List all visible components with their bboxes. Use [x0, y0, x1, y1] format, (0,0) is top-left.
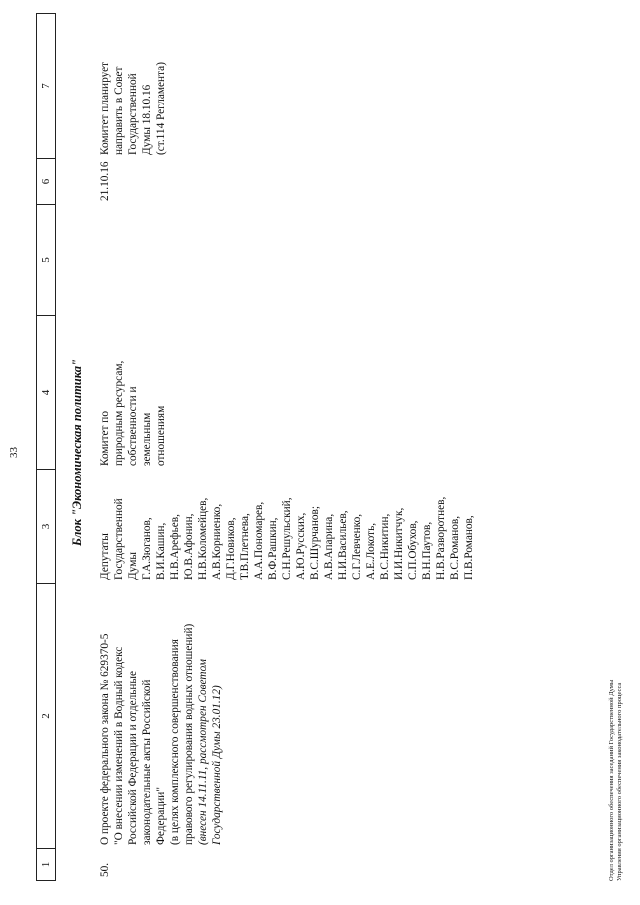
author-line: Государственной: [113, 498, 125, 580]
author-line: А.В.Апарина,: [323, 513, 335, 580]
author-line: С.Н.Решульский,: [281, 497, 293, 580]
author-line: Н.В.Арефьев,: [169, 514, 181, 580]
committee-line: собственности и: [127, 386, 139, 466]
block-title: Блок "Экономическая политика": [70, 359, 84, 546]
author-line: С.Г.Левченко,: [351, 513, 363, 580]
author-line: Депутаты: [99, 533, 111, 580]
author-line: Д.Г.Новиков,: [225, 517, 237, 580]
bill-title-line: "О внесении изменений в Водный кодекс: [113, 646, 125, 845]
date-cell: 21.10.16: [99, 161, 111, 201]
author-line: А.Е.Локоть,: [365, 522, 377, 580]
footer-line: Управления организационного обеспечения законодательного процесса: [616, 682, 623, 881]
column-5-cell: [98, 205, 476, 316]
bill-title: [98, 584, 476, 849]
author-line: В.Ф.Рашкин,: [267, 517, 279, 580]
bill-status-line: Государственной Думы 23.01.12): [211, 685, 223, 845]
author-line: С.П.Обухов,: [407, 520, 419, 580]
committee-line: природным ресурсам,: [113, 360, 125, 466]
column-header-2: 2: [37, 583, 55, 848]
author-line: В.И.Кашин,: [155, 522, 167, 580]
bill-status-line: (внесен 14.11.11, рассмотрен Советом: [197, 658, 209, 845]
column-header-3: 3: [37, 469, 55, 583]
note-cell: [98, 13, 476, 159]
author-line: А.А.Пономарев,: [253, 501, 265, 580]
note-line: Государственной: [127, 73, 139, 155]
author-line: В.С.Шурчанов;: [309, 506, 321, 580]
note-line: Комитет планирует: [99, 61, 111, 155]
author-line: Н.И.Васильев,: [337, 510, 349, 580]
responsible-committee: [98, 316, 476, 470]
table-row: [98, 13, 476, 881]
bill-title-line: законодательные акты Российской: [141, 679, 153, 845]
author-line: А.Ю.Русских,: [295, 512, 307, 580]
bill-title-line: Федерации": [155, 787, 167, 845]
author-line: Н.В.Коломейцев,: [197, 497, 209, 580]
page-number: 33: [8, 447, 20, 458]
footer: [608, 680, 624, 881]
bill-title-line: О проекте федерального закона № 629370-5: [99, 633, 111, 845]
bill-title-line: правового регулирования водных отношений): [183, 623, 195, 845]
bill-title-line: (в целях комплексного совершенствования: [169, 639, 181, 845]
author-line: В.С.Никитин,: [379, 513, 391, 580]
row-number: 50.: [99, 862, 111, 877]
note-line: (ст.114 Регламента): [155, 62, 167, 155]
author-line: В.Н.Паутов,: [421, 521, 433, 580]
bill-authors: [98, 470, 476, 584]
author-line: А.В.Корниенко,: [211, 503, 223, 580]
column-header-6: 6: [37, 158, 55, 204]
author-line: Т.В.Плетнева,: [239, 513, 251, 580]
author-line: П.В.Романов,: [463, 515, 475, 580]
column-header-1: 1: [37, 848, 55, 880]
note-line: направить в Совет: [113, 66, 125, 155]
author-line: Ю.В.Афонин,: [183, 513, 195, 580]
column-header-row: [36, 13, 56, 881]
column-header-4: 4: [37, 315, 55, 469]
author-line: В.С.Романов,: [449, 515, 461, 580]
author-line: И.И.Никитчук,: [393, 507, 405, 580]
committee-line: земельным: [141, 412, 153, 466]
bill-title-line: Российской Федерации и отдельные: [127, 670, 139, 845]
note-line: Думы 18.10.16: [141, 84, 153, 155]
committee-line: отношениям: [155, 405, 167, 466]
author-line: Думы: [127, 552, 139, 580]
footer-line: Отдел организационного обеспечения заседаний Государственной Думы: [608, 679, 615, 881]
committee-line: Комитет по: [99, 410, 111, 466]
column-header-7: 7: [40, 83, 52, 89]
author-line: Г.А.Зюганов,: [141, 517, 153, 580]
column-header-5: 5: [37, 204, 55, 315]
author-line: Н.В.Разворотнев,: [435, 496, 447, 580]
